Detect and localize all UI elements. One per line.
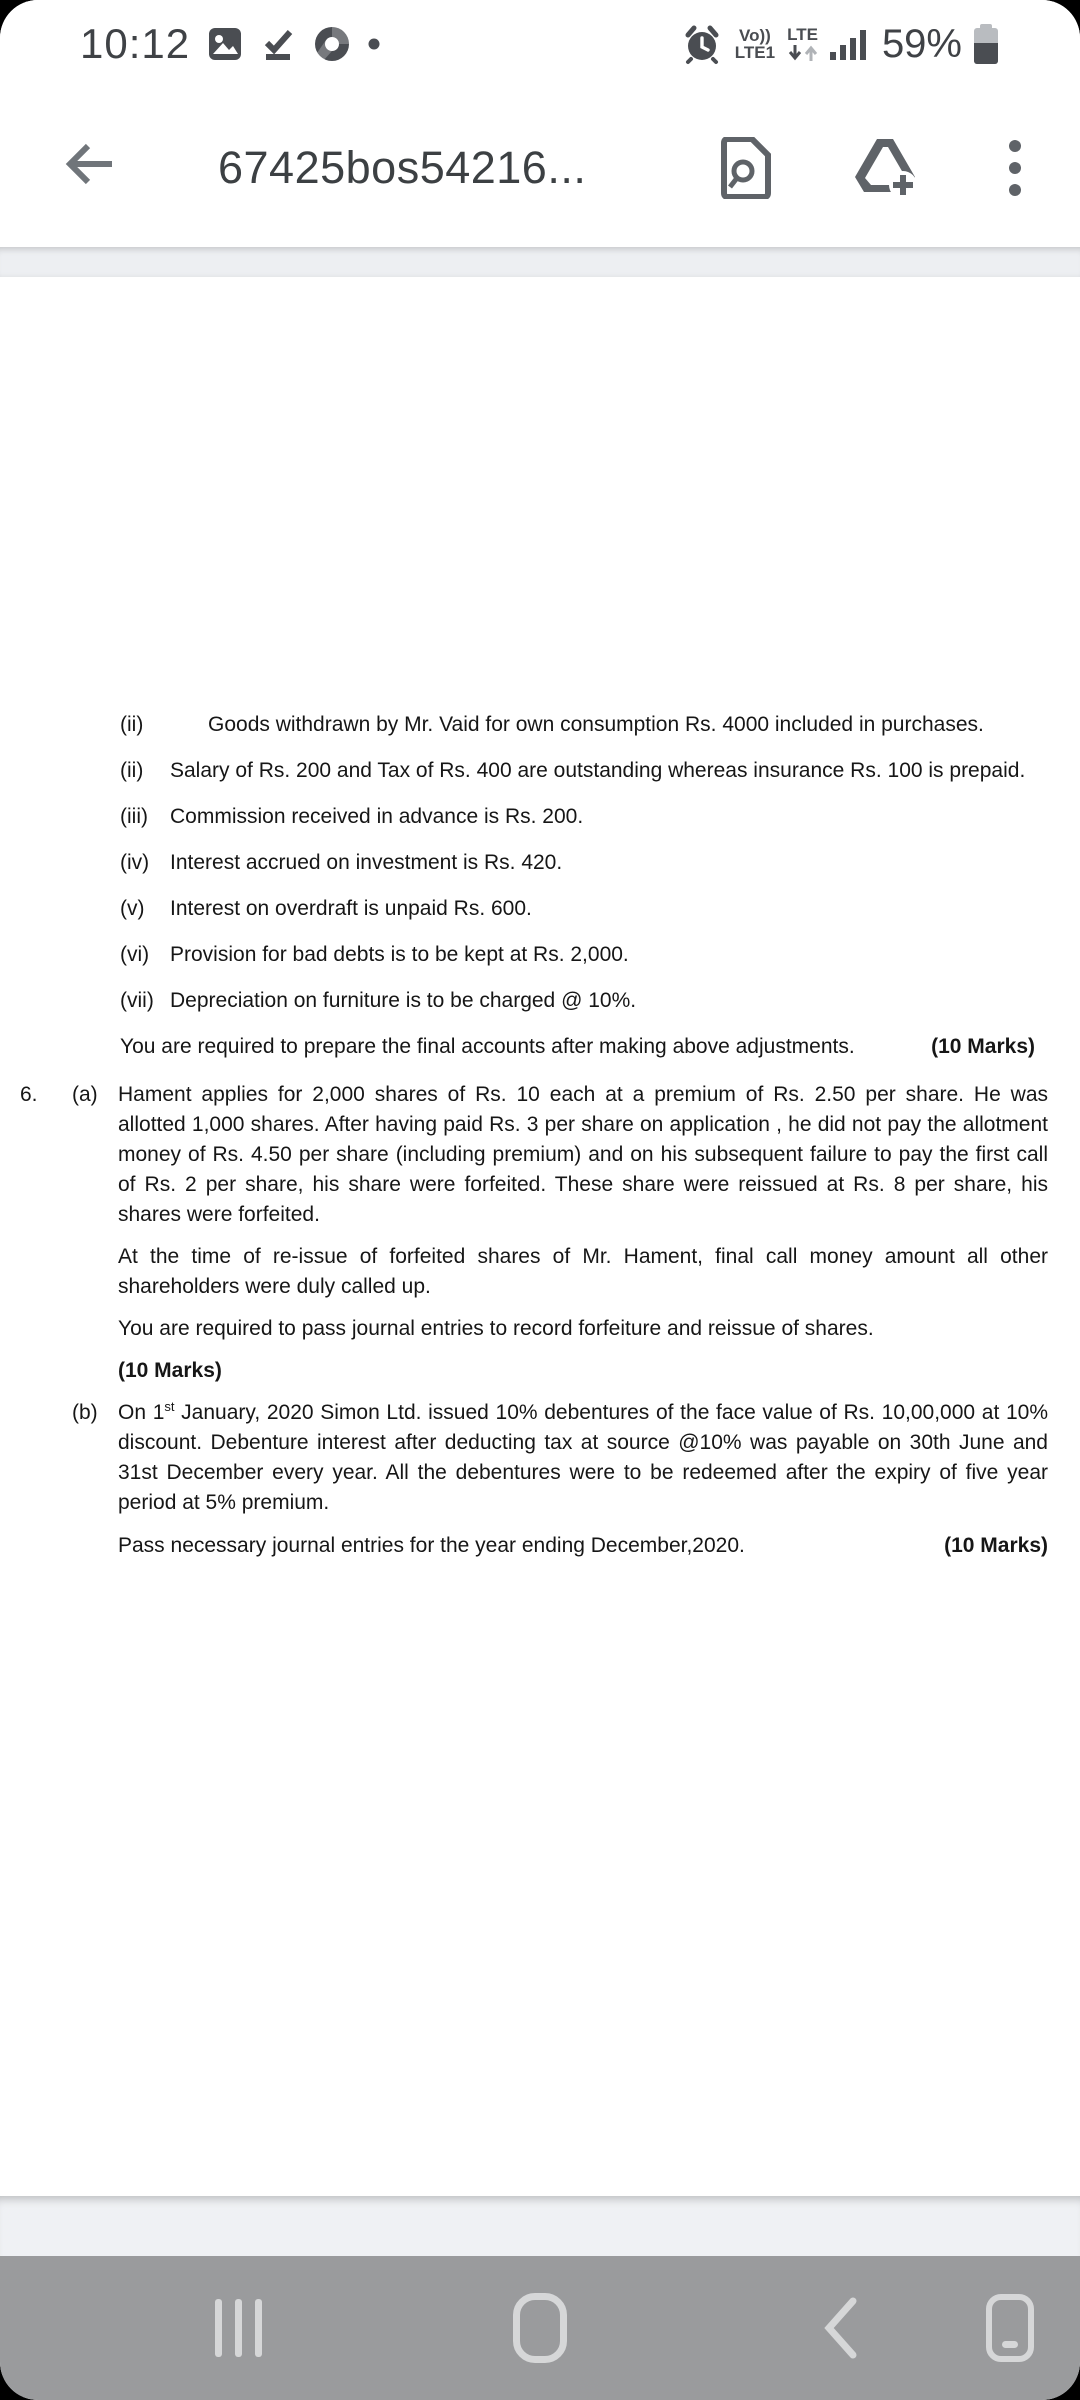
part-b-label: (b) xyxy=(72,1401,98,1424)
q6a-paragraph-1: Hament applies for 2,000 shares of Rs. 10 each at a premium of Rs. 2.50 per share. He was allotted 1,000 shares. After having paid Rs. 3 per share on application , he did not pay the allotment money of Rs. 4.50 per share (including premium) and on his subsequent failure to pay the first call of Rs. 2 per share, his share were forfeited. These share were reissued at Rs. 8 per share, his shares were forfeited. xyxy=(118,1083,1048,1226)
status-bar xyxy=(0,0,1080,88)
document-title: 67425bos54216... xyxy=(218,141,587,193)
home-button[interactable] xyxy=(480,2256,600,2400)
arrow-left-icon xyxy=(64,138,116,190)
find-in-document-button[interactable] xyxy=(700,88,790,247)
add-to-drive-button[interactable] xyxy=(842,88,932,247)
alarm-icon xyxy=(681,23,723,65)
q6a-paragraph-2: At the time of re-issue of forfeited shares of Mr. Hament, final call money amount all other shareholders were duly called up. xyxy=(118,1245,1048,1298)
notification-dot-icon xyxy=(368,38,380,50)
drive-add-icon xyxy=(855,137,919,199)
back-nav-button[interactable] xyxy=(780,2256,900,2400)
chrome-icon xyxy=(313,25,351,63)
more-vert-icon xyxy=(1008,139,1022,197)
list-item: (iii) Commission received in advance is Rs. 200. xyxy=(120,805,584,828)
navigation-bar xyxy=(0,2256,1080,2400)
q6b-requirement: Pass necessary journal entries for the year ending December,2020. (10 Marks) xyxy=(118,1531,1048,1561)
signal-strength-icon xyxy=(830,26,870,62)
pdf-page[interactable] xyxy=(0,277,1080,2196)
overflow-menu-button[interactable] xyxy=(970,88,1060,247)
down-arrow-icon xyxy=(788,44,802,62)
gallery-notification-icon xyxy=(207,26,243,62)
viewer-background-strip xyxy=(0,2196,1080,2256)
question-number: 6. xyxy=(20,1083,38,1106)
marks-label: (10 Marks) xyxy=(944,1534,1048,1557)
list-item: (iv) Interest accrued on investment is Rs. 420. xyxy=(120,851,563,874)
recents-icon xyxy=(215,2299,262,2357)
back-button[interactable] xyxy=(58,132,122,196)
q6a-paragraph-3: You are required to pass journal entries to record forfeiture and reissue of shares. xyxy=(118,1317,874,1340)
requirement-line: You are required to prepare the final accounts after making above adjustments. (10 Marks) xyxy=(0,1032,1080,1062)
find-in-page-icon xyxy=(716,137,774,199)
volte-indicator: Vo)) LTE1 xyxy=(734,26,776,62)
list-item: (ii) Salary of Rs. 200 and Tax of Rs. 400 are outstanding whereas insurance Rs. 100 is prepaid. xyxy=(120,759,1026,782)
list-item: (v) Interest on overdraft is unpaid Rs. 600. xyxy=(120,897,532,920)
document-body xyxy=(0,710,1080,1561)
q6b-paragraph-1: On 1st January, 2020 Simon Ltd. issued 10% debentures of the face value of Rs. 10,00,000 at 10% discount. Debenture interest after deducting tax at source @10% was payable on 30th June and 31st December every year. All the debentures were to be redeemed after the expiry of five year period at 5% premium. xyxy=(118,1399,1048,1514)
up-arrow-icon xyxy=(804,44,818,62)
toolbar-divider xyxy=(0,247,1080,277)
superscript: st xyxy=(164,1399,175,1414)
recents-button[interactable] xyxy=(178,2256,298,2400)
part-a-label: (a) xyxy=(72,1083,98,1106)
lte-indicator: LTE xyxy=(787,26,818,62)
app-bar xyxy=(0,88,1080,247)
download-check-icon xyxy=(260,26,296,62)
list-item: (vii) Depreciation on furniture is to be charged @ 10%. xyxy=(120,989,637,1012)
question-6 xyxy=(0,1080,1080,1561)
clock-time: 10:12 xyxy=(80,20,191,67)
phone-pin-icon xyxy=(985,2293,1035,2363)
home-icon xyxy=(513,2293,567,2363)
marks-label: (10 Marks) xyxy=(931,1035,1035,1058)
marks-label: (10 Marks) xyxy=(118,1359,222,1382)
battery-icon xyxy=(974,24,998,64)
list-item: (vi) Provision for bad debts is to be kept at Rs. 2,000. xyxy=(120,943,629,966)
battery-percent: 59% xyxy=(881,21,962,66)
hide-navbar-button[interactable] xyxy=(950,2256,1070,2400)
back-chevron-icon xyxy=(823,2297,857,2359)
list-item: (ii) Goods withdrawn by Mr. Vaid for own consumption Rs. 4000 included in purchases. xyxy=(120,713,984,736)
